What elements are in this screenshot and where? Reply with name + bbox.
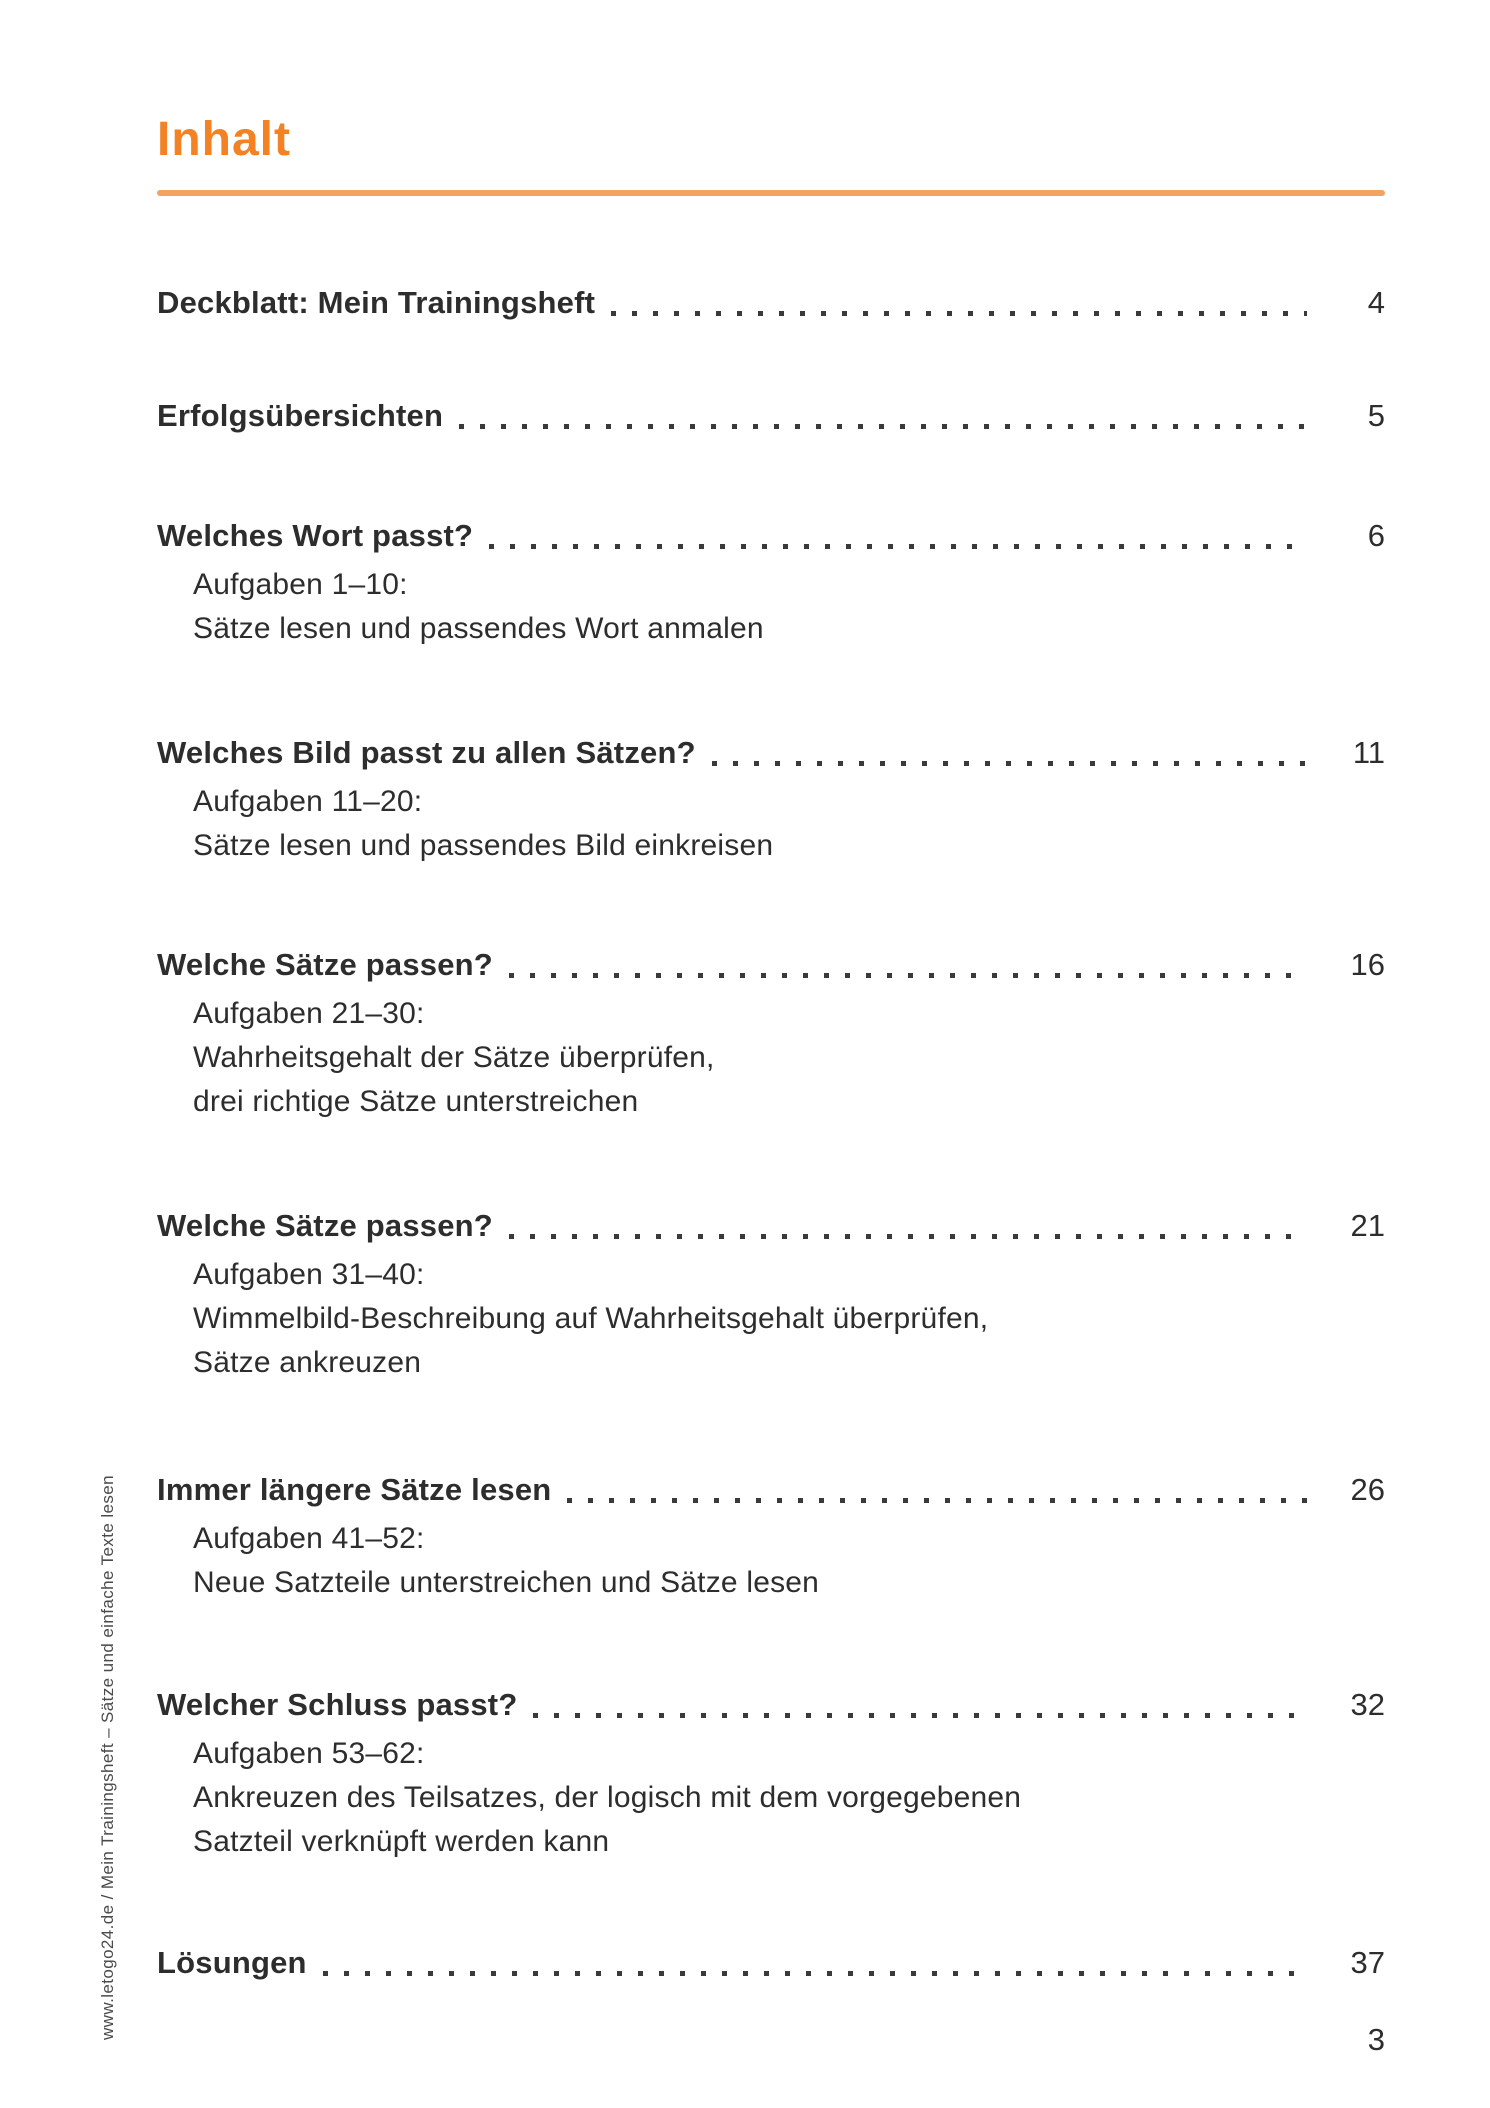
toc-entry-title: Lösungen [157, 1945, 307, 1980]
toc-entry-subline: Wimmelbild-Beschreibung auf Wahrheitsgehalt überprüfen, [193, 1302, 989, 1335]
toc-entry-subline: Aufgaben 1–10: [193, 568, 408, 601]
toc-entry [157, 395, 1385, 437]
toc-entry-page-number: 11 [1352, 735, 1385, 770]
toc-entry-subline: Wahrheitsgehalt der Sätze überprüfen, [193, 1041, 715, 1074]
toc-entry-title: Welche Sätze passen? [157, 1208, 493, 1243]
toc-entry [157, 1205, 1385, 1385]
footer-page-number: 3 [1367, 2022, 1385, 2057]
toc-entry-title: Welches Bild passt zu allen Sätzen? [157, 735, 696, 770]
toc-entry [157, 282, 1385, 324]
toc-entry-page-number: 26 [1350, 1472, 1385, 1507]
toc-entry-page-number: 4 [1367, 285, 1385, 320]
toc-entry-row [157, 944, 1385, 986]
toc-entry-page-number: 16 [1350, 947, 1385, 982]
dot-leader [567, 1498, 1307, 1503]
page-title: Inhalt [157, 113, 291, 166]
toc-entry-subline: Aufgaben 41–52: [193, 1522, 425, 1555]
toc-entry [157, 515, 1385, 651]
dot-leader [712, 761, 1307, 766]
toc-entry-row [157, 282, 1385, 324]
toc-entry-page-number: 37 [1350, 1945, 1385, 1980]
toc-entry-row [157, 1684, 1385, 1726]
toc-entry-subline: Satzteil verknüpft werden kann [193, 1825, 610, 1858]
dot-leader [509, 1234, 1307, 1239]
toc-entry-row [157, 732, 1385, 774]
toc-entry-subline: Aufgaben 53–62: [193, 1737, 425, 1770]
toc-entry-sublines [193, 1732, 1385, 1864]
toc-entry [157, 1684, 1385, 1864]
toc-entry-page-number: 21 [1350, 1208, 1385, 1243]
toc-entry-subline: Sätze ankreuzen [193, 1346, 422, 1379]
toc-entry-page-number: 5 [1367, 398, 1385, 433]
toc-entry-subline: Neue Satzteile unterstreichen und Sätze lesen [193, 1566, 820, 1599]
toc-entry [157, 1469, 1385, 1605]
toc-entry-sublines [193, 1517, 1385, 1605]
toc-entry-title: Welche Sätze passen? [157, 947, 493, 982]
dot-leader [533, 1713, 1307, 1718]
dot-leader [323, 1971, 1307, 1976]
toc-entry-row [157, 395, 1385, 437]
toc-entry-subline: drei richtige Sätze unterstreichen [193, 1085, 639, 1118]
toc-entry-subline: Sätze lesen und passendes Bild einkreisen [193, 829, 774, 862]
toc-entry [157, 732, 1385, 868]
toc-entry-sublines [193, 992, 1385, 1124]
toc-entry-title: Welches Wort passt? [157, 518, 474, 553]
toc-entry-title: Deckblatt: Mein Trainingsheft [157, 285, 596, 320]
toc-entry [157, 1942, 1385, 1984]
title-underline-rule [157, 190, 1385, 196]
toc-entry-subline: Aufgaben 31–40: [193, 1258, 425, 1291]
toc-entry-subline: Aufgaben 21–30: [193, 997, 425, 1030]
toc-entry-subline: Aufgaben 11–20: [193, 785, 423, 818]
toc-entry-title: Immer längere Sätze lesen [157, 1472, 552, 1507]
toc-entry-row [157, 515, 1385, 557]
dot-leader [611, 311, 1307, 316]
dot-leader [489, 544, 1307, 549]
toc-entry-subline: Ankreuzen des Teilsatzes, der logisch mit dem vorgegebenen [193, 1781, 1022, 1814]
toc-entry-title: Erfolgsübersichten [157, 398, 444, 433]
toc-entry-title: Welcher Schluss passt? [157, 1687, 518, 1722]
toc-entry-sublines [193, 1253, 1385, 1385]
toc-entry-sublines [193, 780, 1385, 868]
toc-entry-row [157, 1469, 1385, 1511]
toc-entry [157, 944, 1385, 1124]
toc-entry-page-number: 6 [1367, 518, 1385, 553]
toc-entry-page-number: 32 [1350, 1687, 1385, 1722]
sidebar-imprint-text: www.letogo24.de / Mein Trainingsheft – Sätze und einfache Texte lesen [98, 1474, 117, 2040]
dot-leader [509, 973, 1307, 978]
toc-entry-row [157, 1205, 1385, 1247]
dot-leader [459, 424, 1307, 429]
toc-entry-subline: Sätze lesen und passendes Wort anmalen [193, 612, 764, 645]
toc-entry-sublines [193, 563, 1385, 651]
toc-entry-row [157, 1942, 1385, 1984]
